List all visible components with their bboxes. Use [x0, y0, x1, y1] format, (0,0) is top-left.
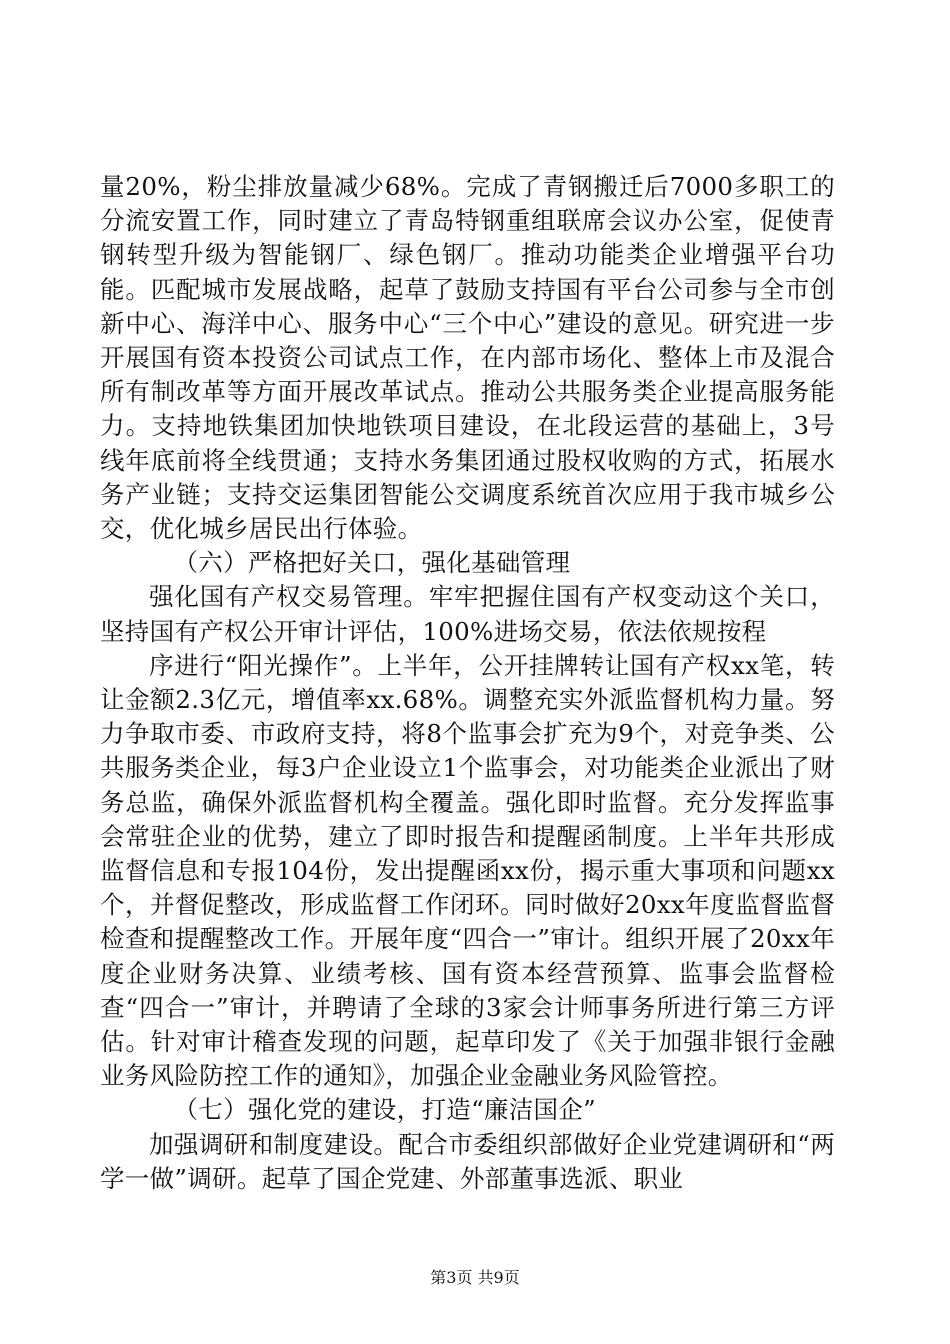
document-body	[100, 170, 835, 1196]
body-paragraph: 加强调研和制度建设。配合市委组织部做好企业党建调研和“两学一做”调研。起草了国企党建、外部董事选派、职业	[100, 1129, 836, 1193]
body-paragraph: 强化国有产权交易管理。牢牢把握住国有产权变动这个关口，坚持国有产权公开审计评估，100%进场交易，依法依规按程	[100, 582, 835, 646]
section-heading: （七）强化党的建设，打造“廉洁国企”	[173, 1095, 596, 1125]
section-heading: （六）严格把好关口，强化基础管理	[173, 548, 571, 578]
page-footer	[0, 1268, 950, 1288]
body-paragraph: 序进行“阳光操作”。上半年，公开挂牌转让国有产权xx笔，转让金额2.3亿元，增值率xx.68%。调整充实外派监督机构力量。努力争取市委、市政府支持，将8个监事会扩充为9个，对竞争类、公共服务类企业，每3户企业设立1个监事会，对功能类企业派出了财务总监，确保外派监督机构全覆盖。强化即时监督。充分发挥监事会常驻企业的优势，建立了即时报告和提醒函制度。上半年共形成监督信息和专报104份，发出提醒函xx份，揭示重大事项和问题xx个，并督促整改，形成监督工作闭环。同时做好20xx年度监督监督检查和提醒整改工作。开展年度“四合一”审计。组织开展了20xx年度企业财务决算、业绩考核、国有资本经营预算、监事会监督检查“四合一”审计，并聘请了全球的3家会计师事务所进行第三方评估。针对审计稽查发现的问题，起草印发了《关于加强非银行金融业务风险防控工作的通知》，加强企业金融业务风险管控。	[100, 650, 835, 1091]
body-paragraph: 量20%，粉尘排放量减少68%。完成了青钢搬迁后7000多职工的分流安置工作，同时建立了青岛特钢重组联席会议办公室，促使青钢转型升级为智能钢厂、绿色钢厂。推动功能类企业增强平台功能。匹配城市发展战略，起草了鼓励支持国有平台公司参与全市创新中心、海洋中心、服务中心“三个中心”建设的意见。研究进一步开展国有资本投资公司试点工作，在内部市场化、整体上市及混合所有制改革等方面开展改革试点。推动公共服务类企业提高服务能力。支持地铁集团加快地铁项目建设，在北段运营的基础上，3号线年底前将全线贯通；支持水务集团通过股权收购的方式，拓展水务产业链；支持交运集团智能公交调度系统首次应用于我市城乡公交，优化城乡居民出行体验。	[100, 172, 835, 544]
page-indicator: 第3页 共9页	[430, 1268, 520, 1287]
